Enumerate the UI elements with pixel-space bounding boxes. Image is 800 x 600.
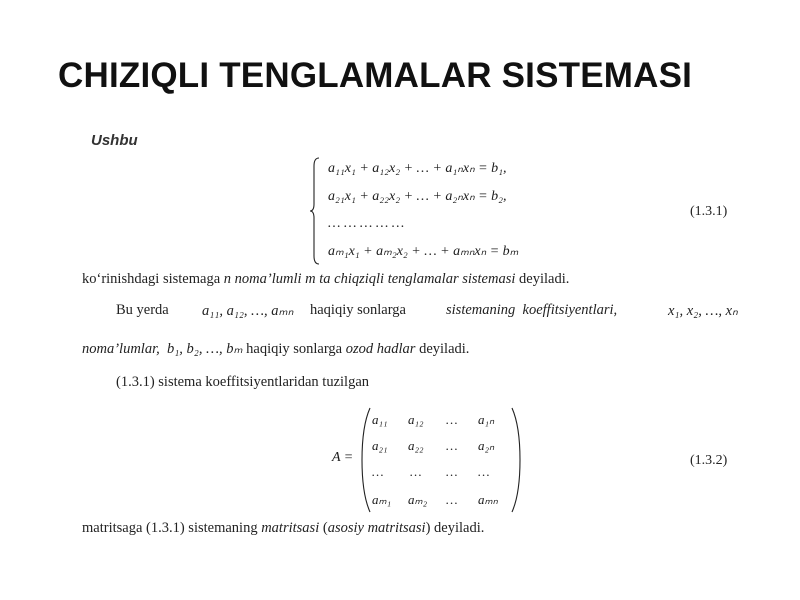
paragraph-4: (1.3.1) sistema koeffitsiyentlaridan tuzilgan [116, 374, 370, 390]
matrix-cell: a₂ₙ [478, 438, 495, 453]
equation-line-1: a₁₁x₁ + a₁₂x₂ + … + a₁ₙxₙ = b₁, [328, 161, 507, 176]
matrix-cell: … [446, 492, 458, 507]
matrix-cell: … [446, 412, 458, 427]
matrix-cell: aₘₙ [478, 492, 498, 507]
coefficient-matrix [332, 406, 522, 514]
text-span: ozod hadlar [345, 341, 416, 357]
slide-title: CHIZIQLI TENGLAMALAR SISTEMASI [58, 56, 693, 95]
equation-line-2: a₂₁x₁ + a₂₂x₂ + … + a₂ₙxₙ = b₂, [328, 189, 507, 204]
variables-list [668, 303, 738, 320]
equation-number-2: (1.3.2) [690, 453, 728, 468]
matrix-cell: … [446, 438, 458, 453]
text-span: haqiqiy sonlarga [242, 341, 346, 357]
matrix-cell: a₂₂ [408, 438, 424, 453]
matrix-cell: … [478, 464, 490, 479]
text-span: ko‘rinishdagi sistemaga [82, 271, 224, 287]
coefficients-list [202, 303, 293, 320]
text-span: matritsasi [261, 520, 320, 536]
text-span: matritsaga (1.3.1) sistemaning [82, 520, 262, 536]
matrix-cell: … [410, 464, 422, 479]
text-span: noma’lumli [231, 271, 306, 287]
left-brace-icon [310, 156, 320, 266]
text-span: sistemaning [446, 302, 516, 318]
matrix-cell: a₁₂ [408, 412, 424, 427]
matrix-cell: aₘ₂ [408, 492, 428, 507]
text-span: deyiladi. [515, 271, 570, 287]
paragraph-2 [116, 302, 169, 319]
text-span: ( [319, 520, 328, 536]
paragraph-5 [82, 520, 484, 537]
ushbu-label: Ushbu [91, 132, 138, 149]
equation-line-m: aₘ₁x₁ + aₘ₂x₂ + … + aₘₙxₙ = bₘ [328, 244, 519, 259]
text-span: ) deyiladi. [425, 520, 485, 536]
matrix-cell: a₂₁ [372, 438, 388, 453]
var-n: n [223, 271, 232, 287]
text-span: haqiqiy sonlarga [310, 302, 406, 318]
equation-system [310, 156, 540, 266]
matrix-cell: a₁₁ [372, 412, 388, 427]
paragraph-3 [82, 341, 469, 358]
paragraph-1 [82, 271, 569, 288]
equation-number-1: (1.3.1) [690, 204, 728, 219]
equation-line-ellipsis: … … … … … [328, 216, 405, 231]
paragraph-2-mid [310, 302, 406, 319]
matrix-cell: aₘ₁ [372, 492, 392, 507]
vars-math: x₁, x₂, …, xₙ [668, 303, 738, 319]
coef-math: a₁₁, a₁₂, …, aₘₙ [202, 303, 294, 319]
matrix-cell: … [372, 464, 384, 479]
matrix-cell: … [446, 464, 458, 479]
free-terms-math: b₁, b₂, …, bₘ [167, 341, 243, 357]
text-span: deyiladi. [415, 341, 470, 357]
text-span: noma’lumlar, [82, 341, 160, 357]
matrix-lhs: A = [332, 450, 354, 465]
text-span: Bu yerda [116, 302, 169, 318]
var-m: m [305, 271, 316, 287]
text-span: ta chiqziqli tenglamalar sistemasi [315, 271, 516, 287]
matrix-cell: a₁ₙ [478, 412, 495, 427]
text-span: asosiy matritsasi [327, 520, 426, 536]
text-span: koeffitsiyentlari, [522, 302, 618, 318]
paragraph-2-terms [446, 302, 617, 319]
